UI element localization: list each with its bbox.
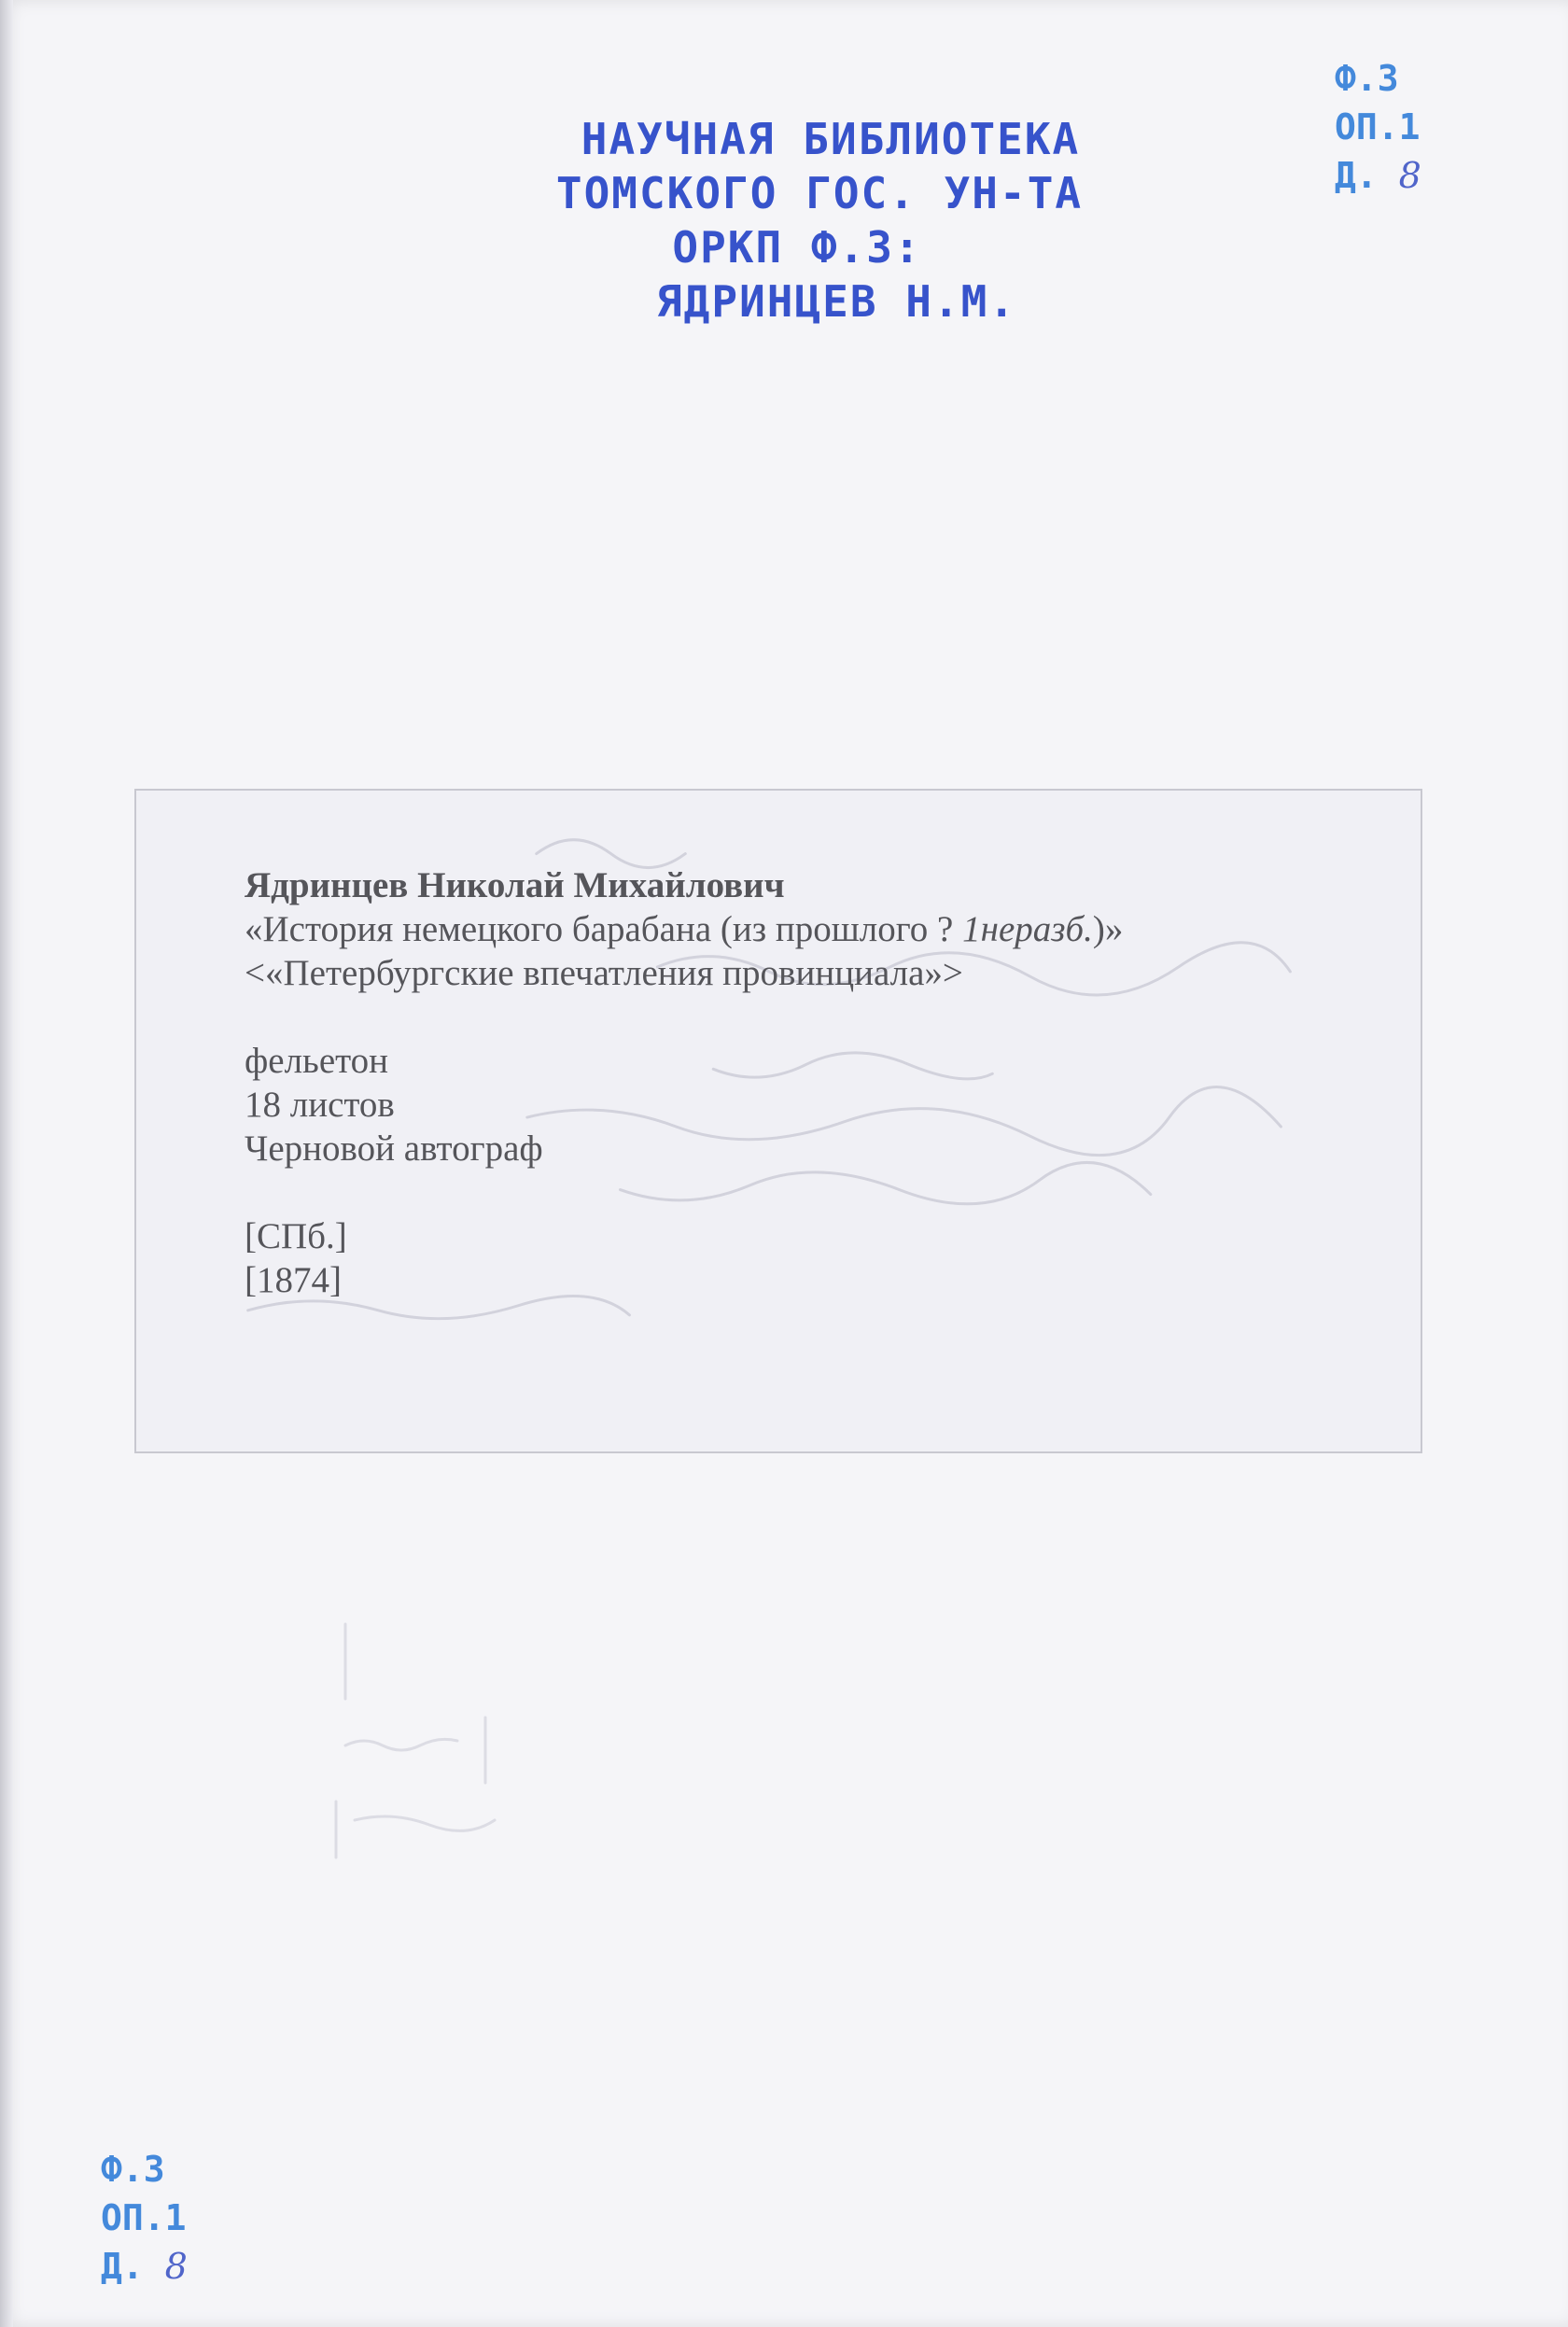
shelfmark-opis: ОП.1 bbox=[1335, 106, 1421, 147]
record-text bbox=[245, 863, 1123, 1302]
stamp-line-library: НАУЧНАЯ БИБЛИОТЕКА bbox=[581, 114, 1081, 164]
record-title: «История немецкого барабана (из прошлого ? 1неразб.)» bbox=[245, 909, 1124, 949]
shelfmark-opis: ОП.1 bbox=[101, 2197, 187, 2238]
record-kind: Черновой автограф bbox=[245, 1128, 543, 1169]
library-stamp bbox=[555, 112, 1101, 329]
record-title-note: 1неразб. bbox=[962, 909, 1093, 949]
record-genre: фельетон bbox=[245, 1041, 389, 1081]
record-author: Ядринцев Николай Михайлович bbox=[245, 865, 785, 905]
shelfmark-delo-number: 8 bbox=[164, 2246, 188, 2287]
shelfmark-delo: Д. 8 bbox=[1335, 155, 1421, 196]
record-series: <«Петербургские впечатления провинциала»> bbox=[245, 953, 963, 993]
shelfmark-bottom bbox=[101, 2145, 188, 2291]
record-year: [1874] bbox=[245, 1260, 342, 1300]
shelfmark-top bbox=[1335, 54, 1421, 200]
cover-edge-shadow bbox=[0, 0, 13, 2327]
shelfmark-delo: Д. 8 bbox=[101, 2246, 188, 2287]
record-sheets: 18 листов bbox=[245, 1085, 395, 1125]
stamp-line-fond-name: ЯДРИНЦЕВ Н.М. bbox=[655, 276, 1017, 327]
stamp-line-university: ТОМСКОГО ГОС. УН-ТА bbox=[555, 168, 1084, 218]
record-place: [СПб.] bbox=[245, 1216, 347, 1256]
shelfmark-fond: Ф.3 bbox=[1335, 58, 1399, 99]
shelfmark-fond: Ф.3 bbox=[101, 2149, 165, 2190]
stamp-line-department: ОРКП Ф.З: bbox=[672, 222, 922, 273]
shelfmark-delo-number: 8 bbox=[1398, 155, 1421, 196]
catalogue-label bbox=[134, 789, 1422, 1453]
faint-pencil-marks bbox=[317, 1605, 635, 1885]
